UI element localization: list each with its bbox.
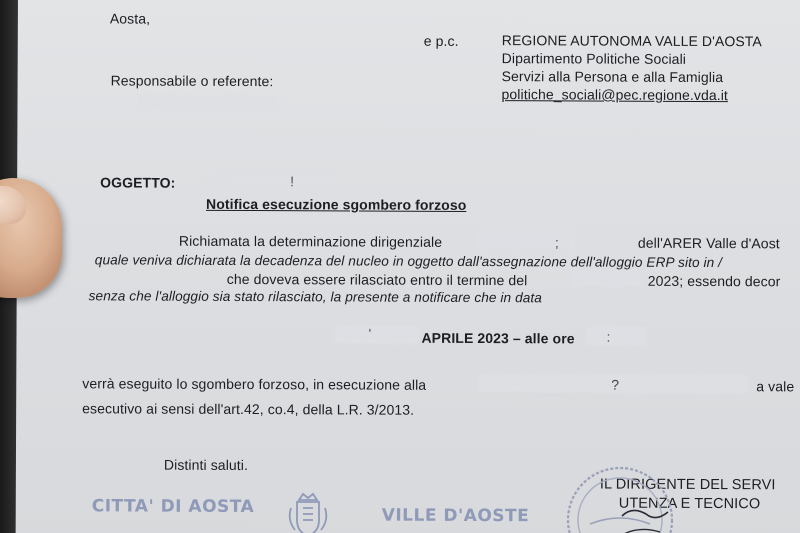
recipient-line-3: Servizi alla Persona e alla Famiglia <box>501 68 724 86</box>
recipient-line-2: Dipartimento Politiche Sociali <box>501 50 687 67</box>
redaction-subject <box>207 173 337 190</box>
letter-sheet <box>16 0 800 533</box>
body-line-2: quale veniva dichiarata la decadenza del nucleo in oggetto dall'assegnazione dell'alloggio ERP sito in / <box>94 252 723 271</box>
subject-title: Notifica esecuzione sgombero forzoso <box>206 195 467 213</box>
recipient-email-link[interactable]: politiche_sociali@pec.regione.vda.it <box>501 86 728 104</box>
body-line-5-end: a vale <box>756 378 795 395</box>
redaction-date <box>334 325 418 343</box>
redaction-time <box>586 326 646 344</box>
redaction-determination <box>475 232 575 251</box>
date-mark: ' <box>368 325 372 342</box>
aosta-crest-icon <box>283 490 333 533</box>
thumbnail <box>0 186 26 224</box>
place-line: Aosta, <box>109 10 151 27</box>
body-line-5-mark: ? <box>611 376 620 393</box>
body-line-3-start: che doveva essere rilasciato entro il termine del <box>226 270 528 289</box>
body-line-4: senza che l'alloggio sia stato rilasciato, la presente a notificare che in data <box>88 288 543 306</box>
body-line-6: esecutivo ai sensi dell'art.42, co.4, della L.R. 3/2013. <box>82 400 415 418</box>
signature-line-1: IL DIRIGENTE DEL SERVI <box>599 476 776 494</box>
responsible-label: Responsabile o referente: <box>110 72 274 90</box>
subject-mark: ! <box>290 173 295 190</box>
signature-line-2: UTENZA E TECNICO <box>618 495 761 513</box>
epc-label: e p.c. <box>423 32 459 49</box>
body-line-1-mark: ; <box>554 234 559 251</box>
body-line-1-end: dell'ARER Valle d'Aost <box>637 234 780 252</box>
footer-city-name-it: CITTA' DI AOSTA <box>91 496 255 518</box>
redaction-deadline <box>572 270 642 286</box>
body-line-5-start: verrà eseguito lo sgombero forzoso, in esecuzione alla <box>82 375 427 393</box>
closing-greeting: Distinti saluti. <box>163 456 249 474</box>
official-stamp-icon <box>560 464 680 533</box>
date-line: APRILE 2023 – alle ore <box>421 329 575 347</box>
date-end-mark: : <box>606 328 611 345</box>
subject-label: OGGETTO: <box>100 174 176 191</box>
body-line-1-start: Richiamata la determinazione dirigenziale <box>178 232 443 250</box>
body-line-3-end: 2023; essendo decor <box>647 272 781 290</box>
footer-city-name-fr: VILLE D'AOSTE <box>381 505 530 527</box>
redaction-responsible <box>137 96 277 111</box>
recipient-line-1: REGIONE AUTONOMA VALLE D'AOSTA <box>501 32 762 50</box>
